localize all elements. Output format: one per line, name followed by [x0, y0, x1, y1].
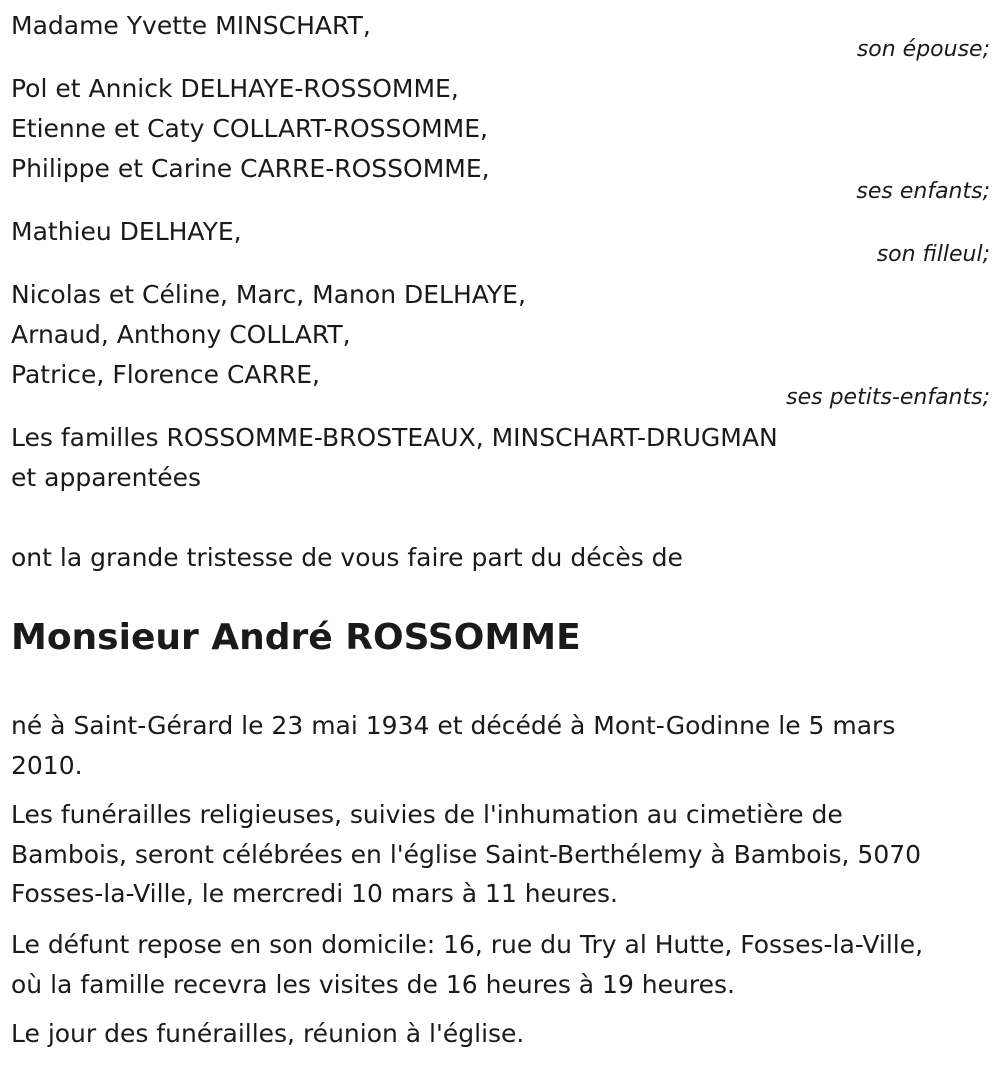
paragraph-line: Le défunt repose en son domicile: 16, rue du Try al Hutte, Fosses-la-Ville, — [11, 930, 924, 959]
paragraph-line: Le jour des funérailles, réunion à l'église. — [11, 1019, 525, 1048]
family-member-line: Les familles ROSSOMME-BROSTEAUX, MINSCHART-DRUGMAN — [11, 423, 778, 452]
family-member-line: Madame Yvette MINSCHART, — [11, 11, 371, 40]
paragraph-line: 2010. — [11, 751, 83, 780]
relation-label-spouse: son épouse; — [856, 37, 990, 62]
paragraph-line: où la famille recevra les visites de 16 heures à 19 heures. — [11, 970, 735, 999]
family-member-line: Mathieu DELHAYE, — [11, 217, 242, 246]
family-member-line: Etienne et Caty COLLART-ROSSOMME, — [11, 114, 488, 143]
paragraph-line: Les funérailles religieuses, suivies de l'inhumation au cimetière de — [11, 800, 843, 829]
deceased-name: Monsieur André ROSSOMME — [11, 617, 581, 658]
family-member-line: Philippe et Carine CARRE-ROSSOMME, — [11, 154, 490, 183]
announcement-text: ont la grande tristesse de vous faire part du décès de — [11, 543, 683, 572]
relation-label-grandchildren: ses petits-enfants; — [786, 385, 990, 410]
relation-label-children: ses enfants; — [856, 179, 990, 204]
relation-label-godson: son filleul; — [876, 242, 990, 267]
family-member-line: et apparentées — [11, 463, 202, 492]
paragraph-line: Bambois, seront célébrées en l'église Saint-Berthélemy à Bambois, 5070 — [11, 840, 922, 869]
paragraph-line: né à Saint-Gérard le 23 mai 1934 et décédé à Mont-Godinne le 5 mars — [11, 711, 896, 740]
paragraph-line: Fosses-la-Ville, le mercredi 10 mars à 11 heures. — [11, 879, 618, 908]
family-member-line: Patrice, Florence CARRE, — [11, 360, 321, 389]
family-member-line: Arnaud, Anthony COLLART, — [11, 320, 351, 349]
family-member-line: Pol et Annick DELHAYE-ROSSOMME, — [11, 74, 459, 103]
family-member-line: Nicolas et Céline, Marc, Manon DELHAYE, — [11, 280, 526, 309]
